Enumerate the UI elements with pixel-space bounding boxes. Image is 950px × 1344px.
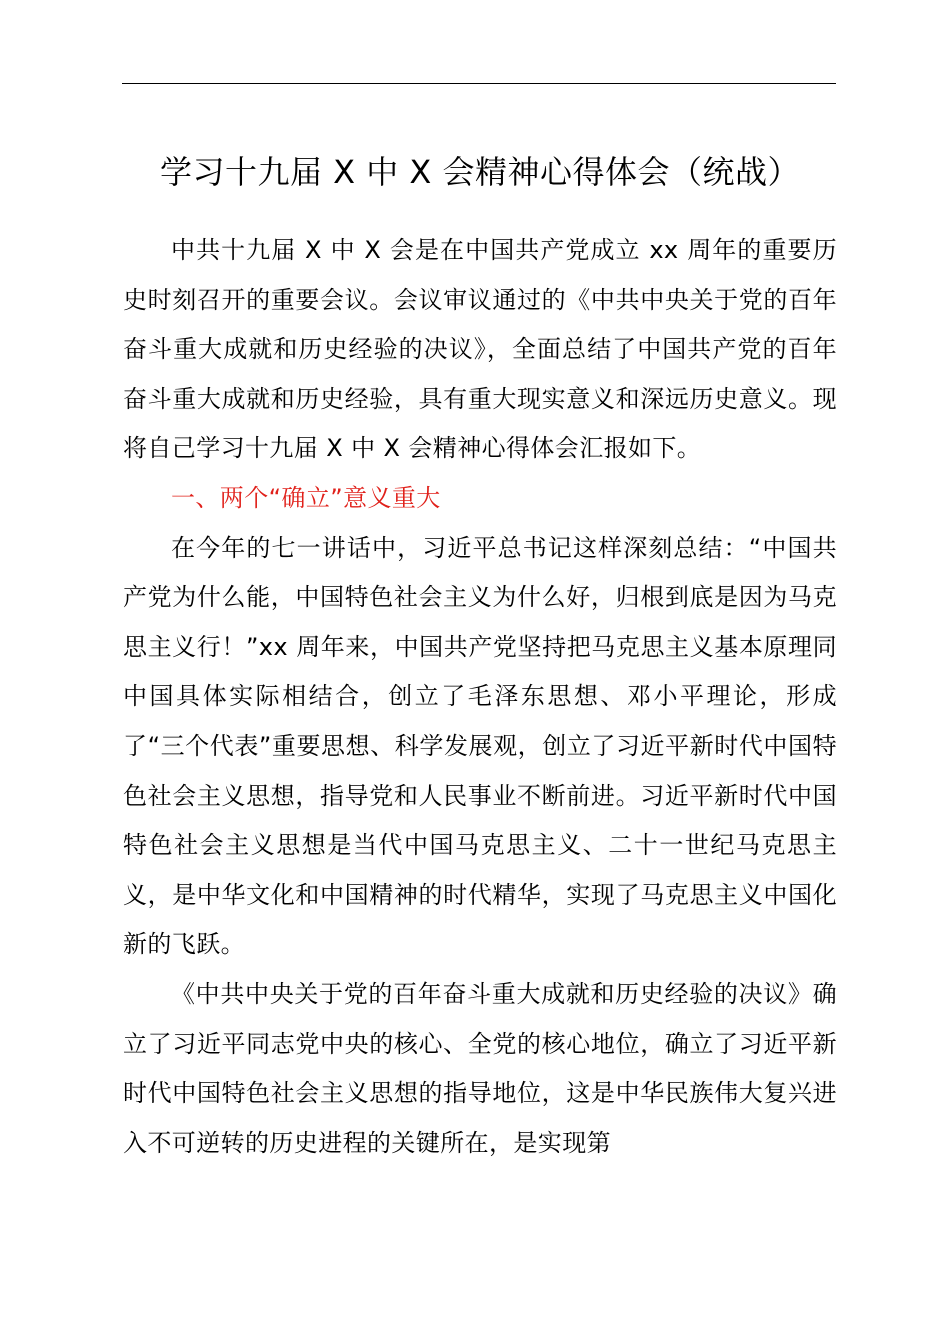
section-heading-1: 一、两个“确立”意义重大 bbox=[171, 483, 441, 512]
document-title: 学习十九届 X 中 X 会精神心得体会（统战） bbox=[159, 153, 801, 191]
paragraph-intro: 中共十九届 X 中 X 会是在中国共产党成立 xx 周年的重要历史时刻召开的重要会议。会议审议通过的《中共中央关于党的百年奋斗重大成就和历史经验的决议》，全面总结了中国共产党的百年奋斗重大成就和历史经验，具有重大现实意义和深远历史意义。现将自己学习十九届 X 中 X 会精神心得体会汇报如下。 bbox=[123, 236, 837, 463]
paragraph-resolution: 《中共中央关于党的百年奋斗重大成就和历史经验的决议》确立了习近平同志党中央的核心、全党的核心地位，确立了习近平新时代中国特色社会主义思想的指导地位，这是中华民族伟大复兴进入不可逆转的历史进程的关键所在，是实现第 bbox=[123, 979, 837, 1157]
document-body bbox=[123, 226, 837, 1168]
paragraph-marxism: 在今年的七一讲话中，习近平总书记这样深刻总结：“中国共产党为什么能，中国特色社会主义为什么好，归根到底是因为马克思主义行！”xx 周年来，中国共产党坚持把马克思主义基本原理同中国具体实际相结合，创立了毛泽东思想、邓小平理论，形成了“三个代表”重要思想、科学发展观，创立了习近平新时代中国特色社会主义思想，指导党和人民事业不断前进。习近平新时代中国特色社会主义思想是当代中国马克思主义、二十一世纪马克思主义，是中华文化和中国精神的时代精华，实现了马克思主义中国化新的飞跃。 bbox=[123, 533, 837, 959]
header-rule bbox=[122, 83, 836, 84]
